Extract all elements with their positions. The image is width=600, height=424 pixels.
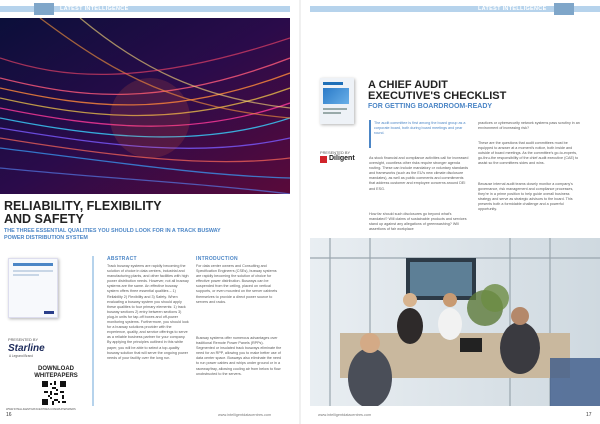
- right-footer-site: www.intelligentdatacentres.com: [318, 413, 372, 417]
- introduction-text-2: Busway systems offer numerous advantages over traditional Remote Power Panels (RPPs). Segmented or insulated track busways eliminate the need for an RPP, allowing you to make better use of data center space. Busways also eliminate the need to run power cables and whips under ground or in a raceway/tray, allowing cooling air from below to flow unobstructed to the servers.: [196, 336, 282, 376]
- header-label-right: LATEST INTELLIGENCE: [478, 6, 547, 12]
- diligent-logo: Diligent: [329, 155, 355, 162]
- meeting-photo: [310, 238, 600, 406]
- qr-code[interactable]: [42, 381, 66, 405]
- abstract-title: ABSTRACT: [107, 256, 137, 262]
- introduction-text-1: For data center owners and Consulting and Specification Engineers (CSEs), busway systems are rapidly becoming the solution of choice for effective power distribution. Busways can be suspended from the ceiling, placed on vertical supports, or even mounted on the server cabinets themselves to provide a direct power source to servers and racks.: [196, 264, 278, 304]
- right-subtitle: FOR GETTING BOARDROOM-READY: [368, 103, 493, 110]
- logo-box-right: [554, 3, 574, 15]
- whitepaper-cover-thumbnail: [8, 258, 58, 318]
- right-lead-text: The audit committee is first among the board group as a corporate board, both during board meetings and year round.: [374, 121, 466, 136]
- left-footer-site: www.intelligentdatacentres.com: [218, 413, 272, 417]
- left-page-number: 16: [6, 412, 12, 418]
- starline-logo-sub: A Legrand Brand: [9, 354, 33, 358]
- logo-box-left: [34, 3, 54, 15]
- left-title-line2: AND SAFETY: [4, 212, 84, 226]
- header-label-left: LATEST INTELLIGENCE: [60, 6, 129, 12]
- lead-rule: [369, 120, 371, 148]
- abstract-text: Track busway systems are rapidly becoming the solution of choice in data centers, industrial and manufacturing plants, and other facilities with high power distribution needs. However, not all busway systems are the same. An effective busway system offers three essential qualities – 1) Reliability 2) Flexibility and 3) Safety. When evaluating a busway system you should apply these qualities to four primary elements: 1) track busway sections 2) entry between sections 3) plug-in units for tap-off boxes and off-power monitoring systems. Furthermore, you should look for a busway solutions provider with the experience, quality, and service offerings to serve as a reliable business partner for your company. By applying the principles outlined in this white paper, you will be able to select a top-quality busway solution that will serve the ongoing power needs of your facility over the long run.: [107, 264, 189, 360]
- introduction-title: INTRODUCTION: [196, 256, 238, 262]
- right-title-line1: A CHIEF AUDIT: [368, 79, 448, 91]
- right-presented-by: PRESENTED BY: [320, 150, 351, 155]
- diligent-logo-icon: [320, 156, 327, 163]
- download-whitepapers-heading: DOWNLOAD WHITEPAPERS: [34, 366, 78, 379]
- whitepapers-url[interactable]: WWW.INTELLIGENTDATACENTRES.COM/WHITEPAPERS: [6, 408, 76, 411]
- right-title-line2: EXECUTIVE'S CHECKLIST: [368, 90, 507, 102]
- right-col1-text: As stock financial and compliance activities call for increased oversight, countless other risks require stronger agenda routing. These can include mandatory or voluntary standards and frameworks (such as the EU's new climate disclosure mandates), as well as public comments and commitments that address customer and employee concerns around DEI and ESG.: [369, 156, 469, 191]
- right-col2-text-2: These are the questions that audit committees must be equipped to answer at a moment's notice, both inside and outside of board meetings. As the committee's go-to-experts, go-thru-the responsibility of the chief audit executive (CAE) to assist so the committees sides and wins.: [478, 141, 579, 166]
- left-title-line1: RELIABILITY, FLEXIBILITY: [4, 199, 162, 213]
- right-col1-text-2: How far should such disclosures go beyond what's mandated? Will claims of sustainable products and services stand up against any allegations of greenwashing? Will assertions of fair workplace: [369, 212, 467, 232]
- abstract-rule: [92, 256, 94, 406]
- checklist-cover-thumbnail: [320, 78, 354, 124]
- right-page-number: 17: [586, 412, 592, 418]
- left-presented-by: PRESENTED BY: [8, 337, 39, 342]
- hero-image-fiber: [0, 18, 290, 194]
- right-col2-text: practices or cybersecurity network systems pass scrutiny in an environment of increasing risk?: [478, 121, 580, 131]
- starline-logo: Starline: [8, 343, 45, 354]
- page-spine: [299, 0, 301, 424]
- left-subtitle: THE THREE ESSENTIAL QUALITIES YOU SHOULD LOOK FOR IN A TRACK BUSWAY POWER DISTRIBUTION SYSTEM: [4, 228, 221, 241]
- right-col2-text-3: Because internal audit teams closely monitor a company's governance, risk management and compliance processes, they're in a prime position to help guide overall business strategy and serve as strategic advisors to the board. This presents both a formidable challenge and a powerful opportunity.: [478, 182, 574, 212]
